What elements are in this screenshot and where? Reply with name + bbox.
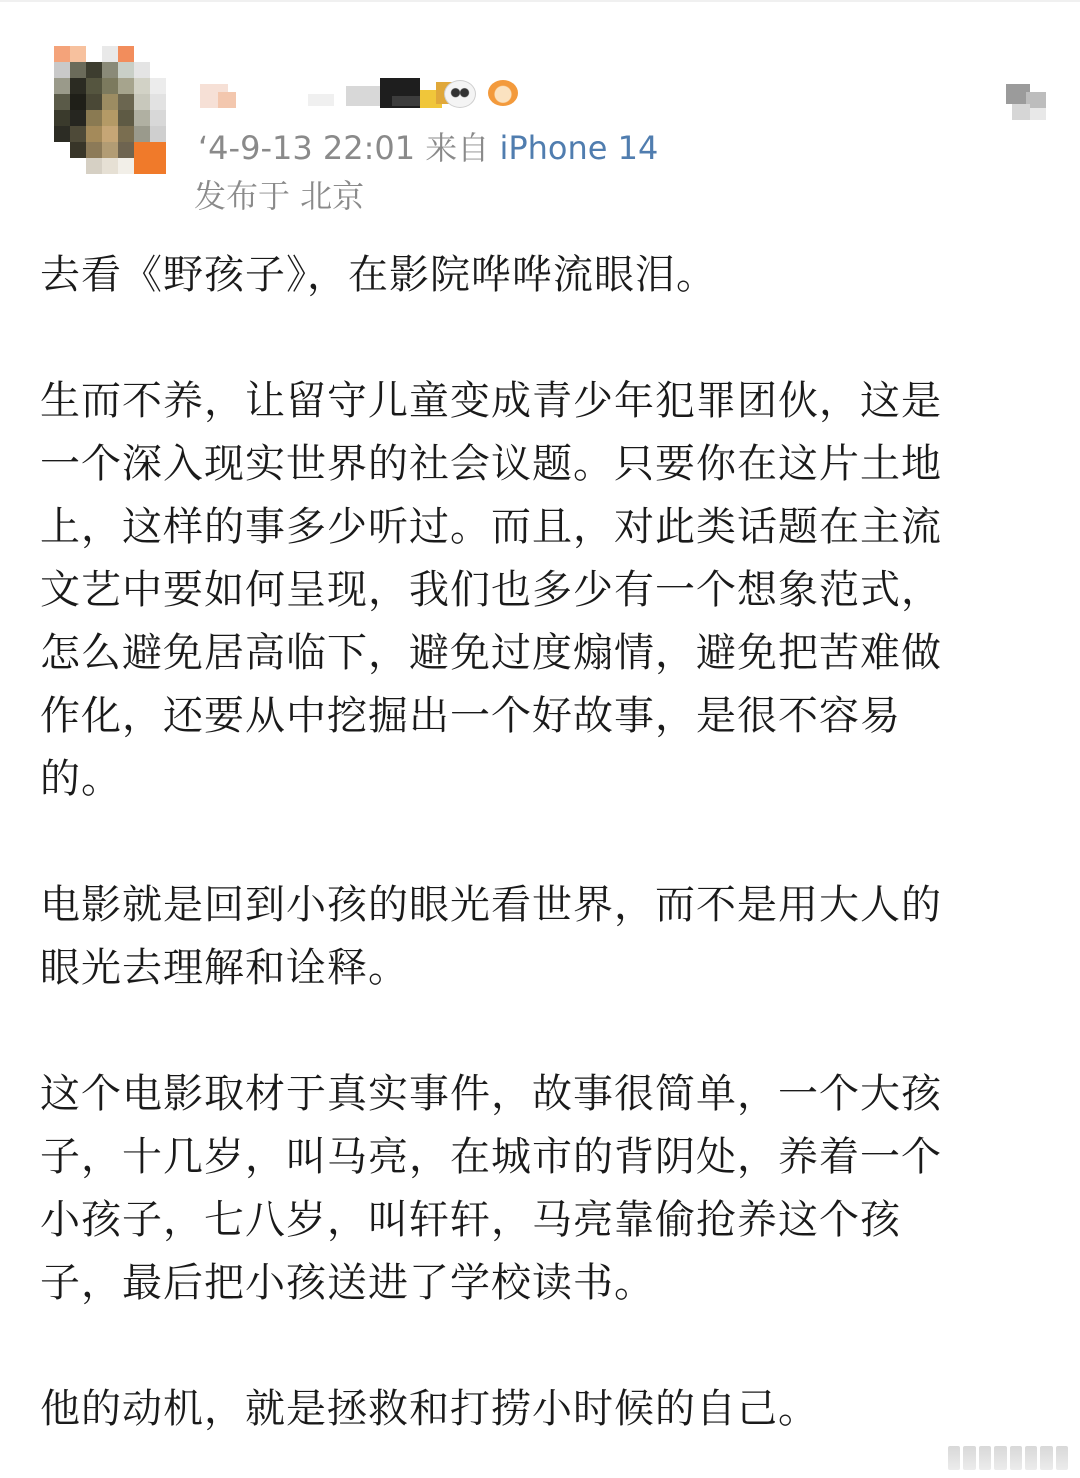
username-blur-segment: [308, 94, 334, 106]
paragraph-5: 他的动机，就是拯救和打捞小时候的自己。: [40, 1386, 819, 1432]
more-options-icon[interactable]: [1006, 84, 1046, 122]
watermark-blur: [948, 1446, 1068, 1470]
post-timestamp: ‘4-9-13 22:01: [198, 129, 416, 167]
avatar[interactable]: [54, 46, 166, 174]
username-blur-segment: [218, 92, 236, 108]
post-source-link[interactable]: iPhone 14: [499, 129, 659, 167]
username-row[interactable]: [196, 78, 556, 110]
top-divider: [0, 0, 1080, 2]
username-blur-segment: [346, 86, 380, 106]
fox-badge-icon: [488, 80, 518, 106]
paragraph-1: 去看《野孩子》，在影院哗哗流眼泪。: [40, 252, 717, 298]
post-content: [40, 244, 1040, 1441]
paragraph-3: 电影就是回到小孩的眼光看世界，而不是用大人的 眼光去理解和诠释。: [40, 882, 942, 991]
username-blur-segment: [392, 96, 420, 106]
paragraph-2: 生而不养，让留守儿童变成青少年犯罪团伙，这是 一个深入现实世界的社会议题。只要你在这片土地 上，这样的事多少听过。而且，对此类话题在主流 文艺中要如何呈现，我们也多少有一个想象范式， 怎么避免居高临下，避免过度煽情，避免把苦难做 作化，还要从中挖掘出一个好故事，是很不容易 的。: [40, 378, 942, 802]
post-meta: [198, 128, 658, 168]
paragraph-4: 这个电影取材于真实事件，故事很简单，一个大孩 子，十几岁，叫马亮，在城市的背阴处，养着一个 小孩子，七八岁，叫轩轩，马亮靠偷抢养这个孩 子，最后把小孩送进了学校读书。: [40, 1071, 942, 1306]
post-source-prefix: 来自: [425, 129, 500, 167]
panda-badge-icon: [444, 80, 476, 108]
post-location: 发布于 北京: [194, 177, 365, 215]
